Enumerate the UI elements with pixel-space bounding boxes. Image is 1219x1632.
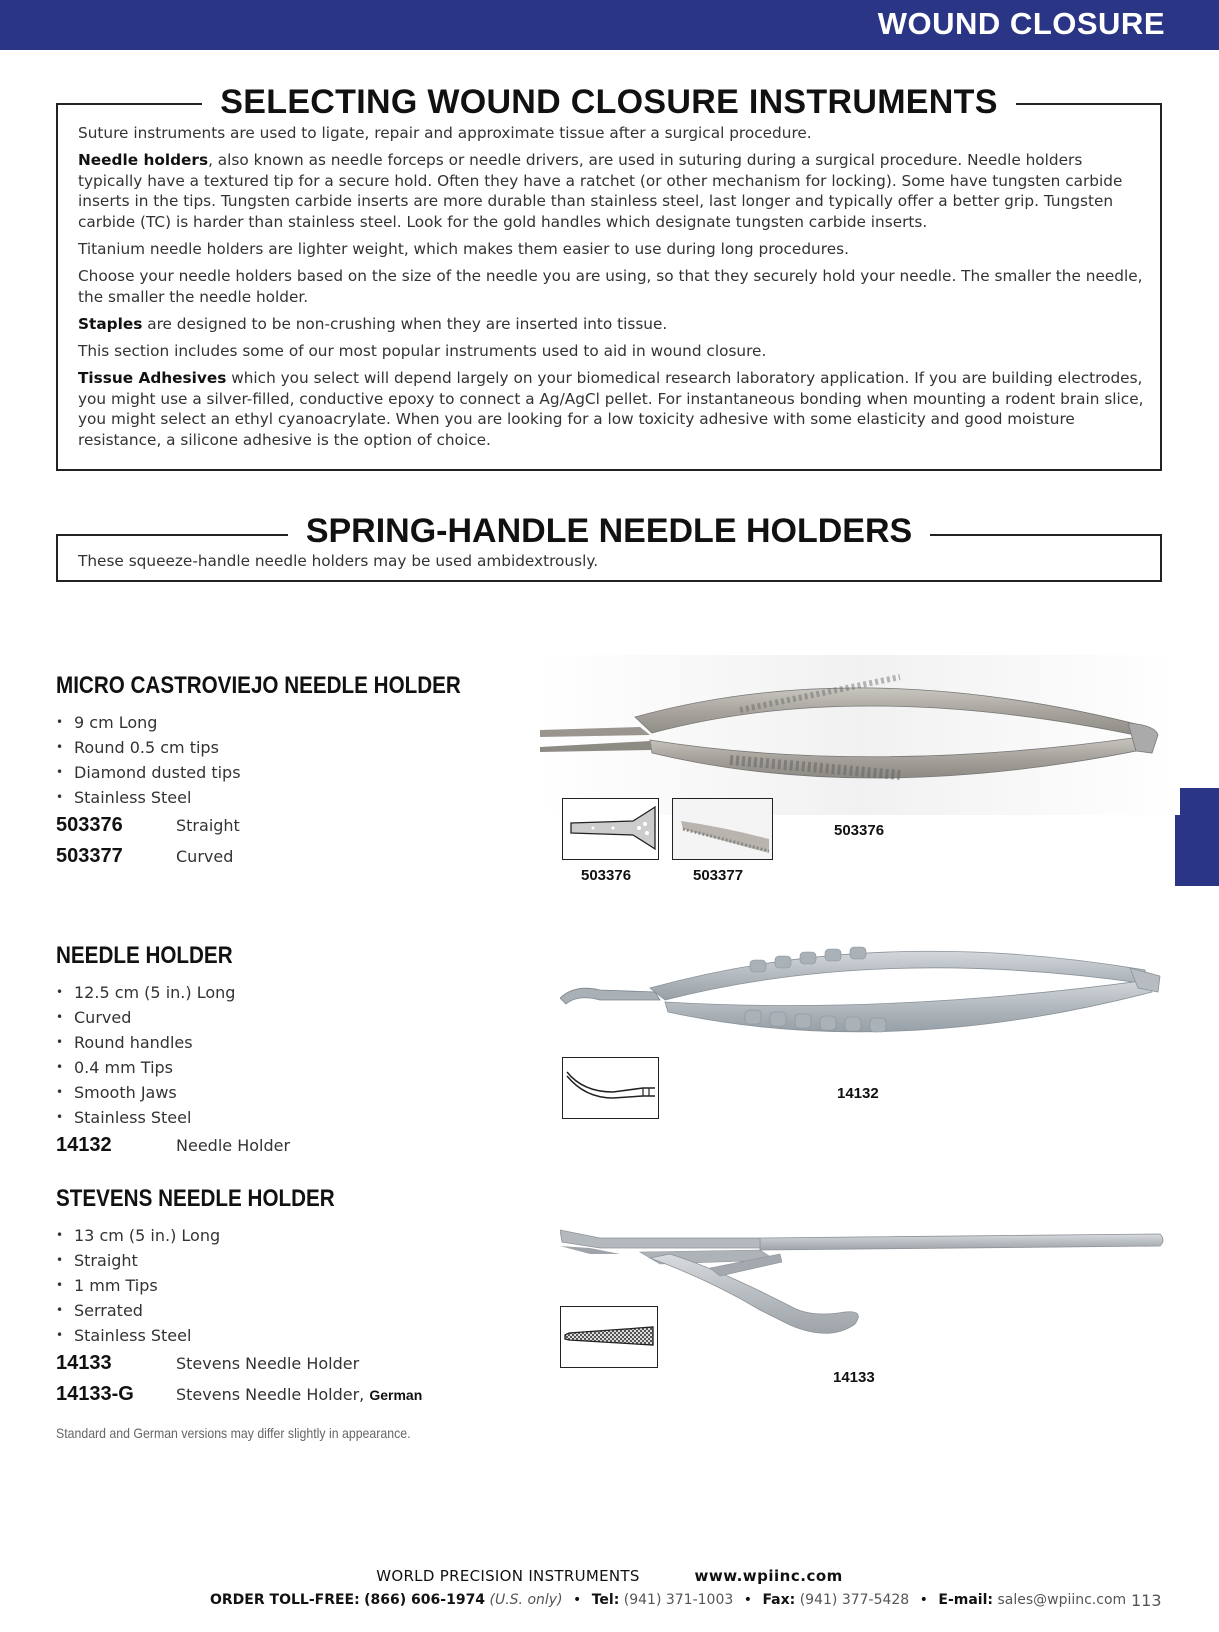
product-title: STEVENS NEEDLE HOLDER [56, 1185, 335, 1212]
sku-description: Curved [176, 847, 234, 866]
spring-handle-box [56, 512, 1162, 582]
product-needle-holder [56, 942, 526, 1161]
sku-row [56, 810, 526, 841]
photo-caption: 14132 [837, 1085, 879, 1102]
feature-item: • 13 cm (5 in.) Long [56, 1223, 526, 1248]
needle-holder-photo [560, 940, 1170, 1060]
intro-paragraph [78, 150, 1144, 232]
product-micro-castroviejo [56, 672, 526, 872]
footer-brand: WORLD PRECISION INSTRUMENTS [376, 1567, 640, 1585]
fax-label: Fax: [762, 1592, 796, 1608]
paragraph-text: are designed to be non-crushing when they are inserted into tissue. [142, 314, 668, 333]
feature-item: • Smooth Jaws [56, 1080, 526, 1105]
intro-heading [58, 83, 1160, 122]
feature-item: • Serrated [56, 1298, 526, 1323]
tel-label: Tel: [591, 1592, 620, 1608]
product-title: MICRO CASTROVIEJO NEEDLE HOLDER [56, 672, 461, 699]
feature-item: • Round 0.5 cm tips [56, 735, 526, 760]
product-title: NEEDLE HOLDER [56, 942, 233, 969]
sku-row [56, 841, 526, 872]
feature-item: • Curved [56, 1005, 526, 1030]
separator: • [573, 1592, 582, 1608]
paragraph-text: , also known as needle forceps or needle drivers, are used in suturing during a surgical procedure. Needle holders typically have a textured tip for a secure hold. Often they have a ratchet (or other mechanism for locking). Some have tungsten carbide inserts in the tips. Tungsten carbide inserts are more durable than stainless steel, last longer and typically offer a better grip. Tungsten carbide (TC) is harder than stainless steel. Look for the gold handles which designate tungsten carbide inserts. [78, 151, 1123, 231]
spring-description: These squeeze-handle needle holders may be used ambidextrously. [78, 552, 599, 570]
photo-caption: 503376 [834, 822, 885, 839]
feature-item: • 9 cm Long [56, 710, 526, 735]
order-phone[interactable]: (866) 606-1974 [364, 1592, 486, 1608]
footer-brand-line [0, 1567, 1219, 1585]
inset-caption: 503376 [581, 867, 632, 884]
email-label: E-mail: [938, 1592, 993, 1608]
sku-row [56, 1348, 526, 1379]
sku-description: Stevens Needle Holder [176, 1354, 360, 1373]
product-stevens-needle-holder [56, 1185, 526, 1441]
sku-row [56, 1379, 526, 1411]
feature-list [56, 710, 526, 810]
sku-code: 14133 [56, 1352, 112, 1374]
term-tissue-adhesives: Tissue Adhesives [78, 368, 227, 387]
sku-description-text: Stevens Needle Holder, [176, 1385, 370, 1404]
footer-contact-line [210, 1592, 1126, 1608]
sku-description [176, 1379, 422, 1411]
section-title: WOUND CLOSURE [877, 6, 1165, 41]
feature-item: • Stainless Steel [56, 1105, 526, 1130]
intro-title: SELECTING WOUND CLOSURE INSTRUMENTS [202, 83, 1015, 121]
feature-item: • 12.5 cm (5 in.) Long [56, 980, 526, 1005]
tip-inset-curved [672, 798, 773, 860]
feature-item: • 0.4 mm Tips [56, 1055, 526, 1080]
sku-code: 503376 [56, 814, 123, 836]
page-number: 113 [1131, 1591, 1162, 1610]
sku-row [56, 1130, 526, 1161]
sku-code: 14133-G [56, 1383, 134, 1405]
inset-caption: 503377 [693, 867, 744, 884]
sku-code: 14132 [56, 1134, 112, 1156]
term-staples: Staples [78, 314, 143, 333]
straight-tip-icon [563, 799, 657, 858]
intro-paragraph: Titanium needle holders are lighter weight, which makes them easier to use during long procedures. [78, 239, 849, 258]
intro-paragraph: This section includes some of our most popular instruments used to aid in wound closure. [78, 341, 767, 360]
section-header-bar [0, 0, 1219, 50]
order-label: ORDER TOLL-FREE: [210, 1592, 360, 1608]
tel-number[interactable]: (941) 371-1003 [623, 1592, 734, 1608]
footer-website-link[interactable]: www.wpiinc.com [694, 1567, 843, 1585]
fax-number: (941) 377-5428 [799, 1592, 910, 1608]
intro-body [78, 123, 1144, 457]
sku-code: 503377 [56, 845, 123, 867]
sku-description: Straight [176, 816, 240, 835]
feature-item: • Stainless Steel [56, 785, 526, 810]
micro-castroviejo-photo [540, 655, 1180, 815]
spring-heading [58, 512, 1160, 551]
feature-list [56, 980, 526, 1130]
side-index-tab [1175, 788, 1219, 886]
photo-caption: 14133 [833, 1369, 875, 1386]
term-needle-holders: Needle holders [78, 151, 209, 170]
intro-paragraph [78, 314, 1144, 335]
feature-item: • Round handles [56, 1030, 526, 1055]
intro-paragraph [78, 368, 1144, 450]
tip-inset-serrated [560, 1306, 658, 1368]
tip-inset-straight [562, 798, 659, 860]
feature-item: • Stainless Steel [56, 1323, 526, 1348]
curved-tip-icon [563, 1058, 657, 1117]
feature-item: • 1 mm Tips [56, 1273, 526, 1298]
serrated-tip-icon [561, 1307, 656, 1366]
email-link[interactable]: sales@wpiinc.com [997, 1592, 1127, 1608]
feature-list [56, 1223, 526, 1348]
sku-description: Needle Holder [176, 1136, 291, 1155]
intro-paragraph: Choose your needle holders based on the size of the needle you are using, so that they securely hold your needle. The smaller the needle, the smaller the needle holder. [78, 267, 1143, 306]
feature-item: • Straight [56, 1248, 526, 1273]
separator: • [743, 1592, 752, 1608]
paragraph-text: which you select will depend largely on your biomedical research laboratory application. If you are building electrodes, you might use a silver-filled, conductive epoxy to connect a Ag/AgCl pellet. For instantaneous bonding when mounting a rodent brain slice, you might select an ethyl cyanoacrylate. When you are looking for a low toxicity adhesive with some elasticity and good moisture resistance, a silicone adhesive is the option of choice. [78, 368, 1144, 449]
spring-title: SPRING-HANDLE NEEDLE HOLDERS [288, 512, 930, 550]
separator: • [919, 1592, 928, 1608]
intro-paragraph: Suture instruments are used to ligate, repair and approximate tissue after a surgical procedure. [78, 124, 812, 142]
tip-inset-curved [562, 1057, 659, 1119]
curved-tip-icon [673, 799, 771, 858]
intro-box [56, 83, 1162, 471]
feature-item: • Diamond dusted tips [56, 760, 526, 785]
appearance-note: Standard and German versions may differ slightly in appearance. [56, 1425, 411, 1441]
order-note: (U.S. only) [489, 1592, 563, 1608]
sku-variant: German [369, 1387, 423, 1403]
